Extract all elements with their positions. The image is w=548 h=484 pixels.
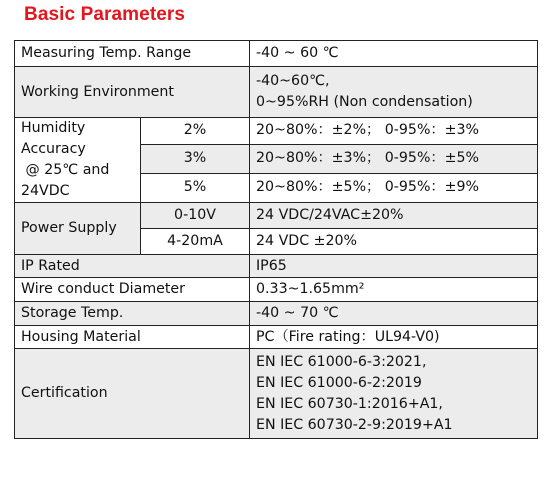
row-measuring-temp-range [15,41,538,67]
wire-diameter-value: 0.33~1.65mm² [250,278,538,302]
humidity-grade-spec: 20~80%：±2%； 0-95%：±3% [250,118,538,145]
humidity-accuracy-label-line: 24VDC [21,183,70,199]
humidity-grade-spec: 20~80%：±3%； 0-95%：±5% [250,144,538,173]
humidity-accuracy-label-line: Humidity [21,120,86,136]
humidity-accuracy-label [15,118,141,203]
row-power-supply-voltage [15,203,538,229]
certification-standard: EN IEC 60730-2-9:2019+A1 [256,416,453,433]
row-wire-diameter [15,278,538,302]
working-environment-value [250,67,538,118]
storage-temp-label: Storage Temp. [15,302,250,326]
ip-rated-value: IP65 [250,255,538,278]
power-supply-label: Power Supply [15,203,141,255]
storage-temp-value: -40 ~ 70 ℃ [250,302,538,326]
working-environment-label: Working Environment [15,67,250,118]
row-humidity-accuracy-2 [15,118,538,145]
humidity-grade: 2% [141,118,250,145]
humidity-grade-spec: 20~80%：±5%； 0-95%：±9% [250,173,538,202]
humidity-grade: 3% [141,144,250,173]
power-supply-spec: 24 VDC/24VAC±20% [250,203,538,229]
certification-label: Certification [15,349,250,439]
ip-rated-label: IP Rated [15,255,250,278]
measuring-temp-range-label: Measuring Temp. Range [15,41,250,67]
working-environment-temp: -40~60℃, [256,73,330,89]
row-ip-rated [15,255,538,278]
certification-standard: EN IEC 61000-6-2:2019 [256,374,422,391]
humidity-accuracy-label-line: Accuracy [21,141,86,157]
row-working-environment [15,67,538,118]
power-output-type: 0-10V [141,203,250,229]
parameters-table [14,40,538,439]
power-output-type: 4-20mA [141,229,250,255]
wire-diameter-label: Wire conduct Diameter [15,278,250,302]
housing-material-value: PC（Fire rating：UL94-V0) [250,326,538,349]
certification-standard: EN IEC 61000-6-3:2021, [256,353,427,370]
certification-value [250,349,538,439]
housing-material-label: Housing Material [15,326,250,349]
row-storage-temp [15,302,538,326]
row-housing-material [15,326,538,349]
humidity-accuracy-label-line: @ 25℃ and [21,162,110,178]
humidity-grade: 5% [141,173,250,202]
row-certification [15,349,538,439]
working-environment-humidity: 0~95%RH (Non condensation) [256,94,473,110]
measuring-temp-range-value: -40 ~ 60 ℃ [250,41,538,67]
section-heading: Basic Parameters [24,4,186,25]
certification-standard: EN IEC 60730-1:2016+A1, [256,395,443,412]
power-supply-spec: 24 VDC ±20% [250,229,538,255]
